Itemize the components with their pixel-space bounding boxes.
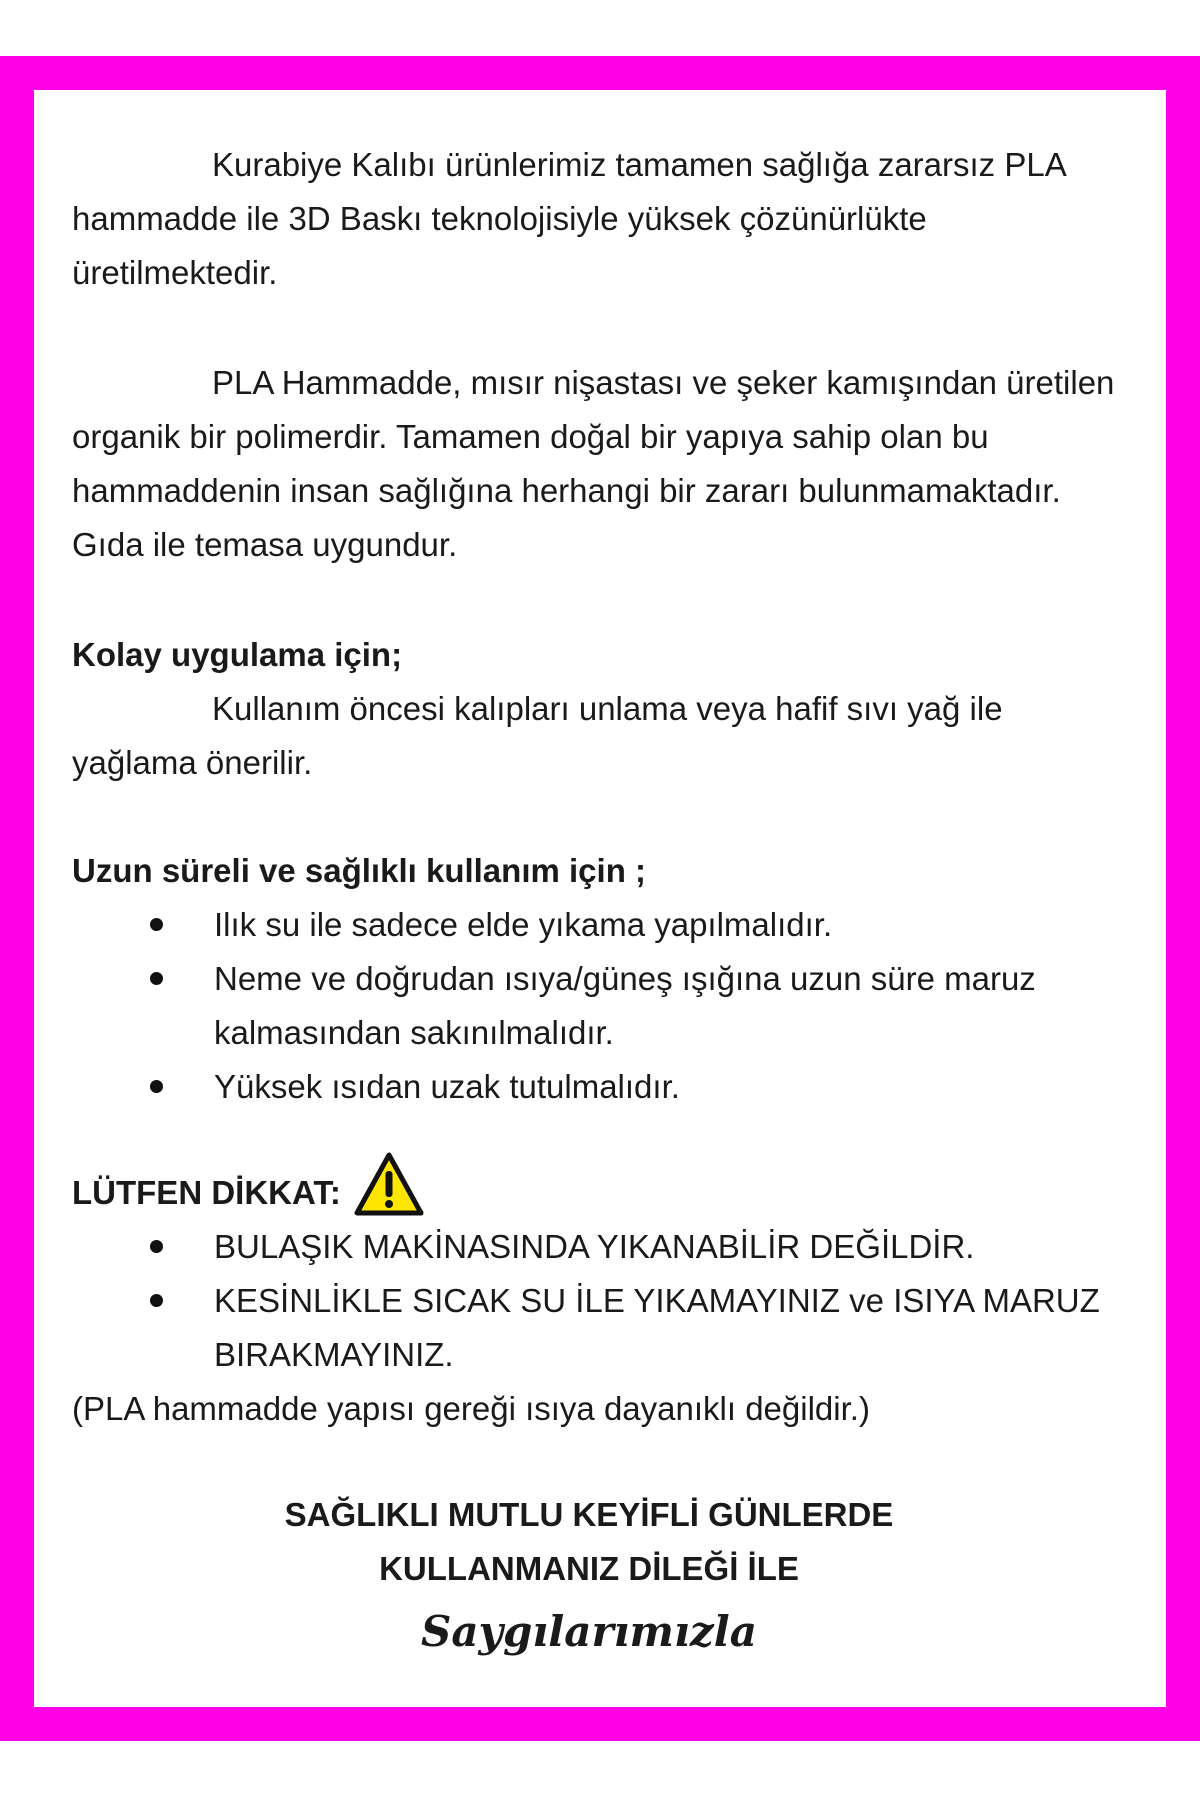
attention-heading [72,1166,1126,1220]
info-card [34,90,1166,1707]
easy-use-first-line: Kullanım öncesi kalıpları unlama veya hafif sıvı [212,690,898,727]
list-item-text: Yüksek ısıdan uzak tutulmalıdır. [214,1068,680,1105]
signature: Saygılarımızla [421,1607,757,1656]
list-item [72,1060,1126,1114]
list-item-text: KESİNLİKLE SICAK SU İLE YIKAMAYINIZ ve ISIYA MARUZ BIRAKMAYINIZ. [214,1282,1100,1373]
list-item-text: BULAŞIK MAKİNASINDA YIKANABİLİR DEĞİLDİR. [214,1228,975,1265]
bullet-icon [150,1080,163,1093]
list-item [72,1274,1126,1382]
bullet-icon [150,918,163,931]
attention-heading-text: LÜTFEN DİKKAT: [72,1174,341,1211]
list-item [72,898,1126,952]
easy-use-paragraph [72,682,1126,790]
closing-line-2: KULLANMANIZ DİLEĞİ İLE [379,1550,799,1587]
pla-first-line: PLA Hammadde, mısır nişastası ve şeker [212,364,818,401]
intro-first-line: Kurabiye Kalıbı ürünlerimiz tamamen sağlığa [212,146,869,183]
attention-note: (PLA hammadde yapısı gereği ısıya dayanıklı değildir.) [72,1390,870,1427]
intro-rest: zararsız PLA hammadde ile 3D Baskı teknolojisiyle yüksek çözünürlükte üretilmektedir. [72,146,1065,291]
list-item-text: Ilık su ile sadece elde yıkama yapılmalıdır. [214,906,833,943]
closing-line-1: SAĞLIKLI MUTLU KEYİFLİ GÜNLERDE [284,1496,894,1533]
warning-icon [353,1151,425,1217]
intro-paragraph [72,138,1126,300]
bullet-icon [150,1240,163,1253]
bullet-icon [150,972,163,985]
bullet-icon [150,1294,163,1307]
list-item [72,952,1126,1060]
easy-use-heading: Kolay uygulama için; [72,636,403,673]
list-item-text: Neme ve doğrudan ısıya/güneş ışığına uzun süre maruz kalmasından sakınılmalıdır. [214,960,1036,1051]
pla-rest: kamışından üretilen organik bir polimerdir. Tamamen doğal bir yapıya sahip olan bu hammaddenin insan sağlığına herhangi bir zararı bulunmamaktadır. Gıda ile temasa uygundur. [72,364,1115,563]
long-use-list [72,898,1126,1114]
long-use-heading: Uzun süreli ve sağlıklı kullanım için ; [72,852,647,889]
closing-message [72,1488,1126,1596]
list-item [72,1220,1126,1274]
pla-paragraph [72,356,1126,572]
easy-use-rest: yağ ile yağlama önerilir. [72,690,1003,781]
attention-list [72,1220,1126,1382]
magenta-frame [0,56,1200,1741]
